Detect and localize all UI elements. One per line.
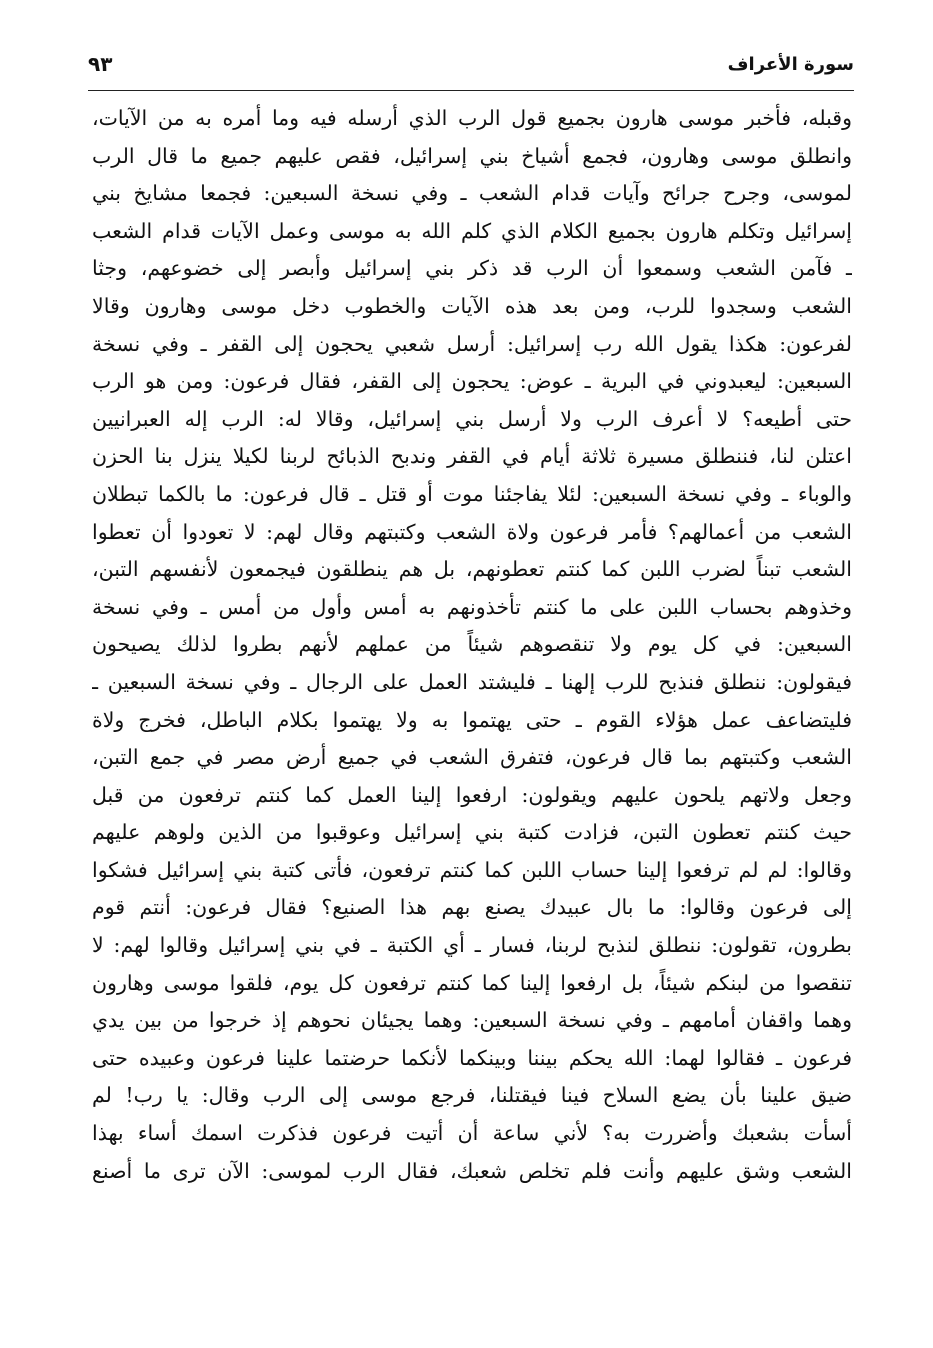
text-line: تنقصوا من لبنكم شيئاً، بل ارفعوا إلينا كما كنتم ترفعون كل يوم، فلقوا موسى وهارون bbox=[92, 970, 852, 995]
surah-title: سورة الأعراف bbox=[727, 54, 854, 75]
text-line: السبعين: ليعبدوني في البرية ـ عوض: يحجون إلى القفر، فقال فرعون: ومن هو الرب bbox=[92, 369, 852, 394]
text-line: وهما واقفان أمامهم ـ وفي نسخة السبعين: وهما يجيئان نحوهم إذ خرجوا من بين يدي bbox=[92, 1008, 852, 1033]
body-text bbox=[92, 100, 852, 1190]
text-line: الشعب من أعمالهم؟ فأمر فرعون ولاة الشعب وكتبتهم وقال لهم: لا تعودوا أن تعطوا bbox=[92, 519, 852, 544]
text-line: لفرعون: هكذا يقول الله رب إسرائيل: أرسل شعبي يحجون إلى القفر ـ وفي نسخة bbox=[92, 331, 852, 356]
text-line: إلى فرعون وقالوا: ما بال عبيدك يصنع بهم هذا الصنيع؟ فقال فرعون: أنتم قوم bbox=[92, 895, 852, 920]
page-number: ٩٣ bbox=[88, 52, 113, 76]
text-line: وانطلق موسى وهارون، فجمع أشياخ بني إسرائيل، فقص عليهم جميع ما قال الرب bbox=[92, 143, 852, 168]
text-line: حيث كنتم تعطون التبن، فزادت كتبة بني إسرائيل وعوقبوا من الذين ولوهم عليهم bbox=[92, 820, 852, 845]
text-line: اعتلن لنا، فننطلق مسيرة ثلاثة أيام في القفر وندبح الذبائح لربنا لكيلا ينزل بنا الحزن bbox=[92, 444, 852, 469]
text-line: الشعب وسجدوا للرب، ومن بعد هذه الآيات والخطوب دخل موسى وهارون وقالا bbox=[92, 293, 852, 318]
text-line: الشعب وكتبتهم بما قال فرعون، فتفرق الشعب في جميع أرض مصر في جمع التبن، bbox=[92, 745, 852, 770]
text-line: بطرون، تقولون: ننطلق لنذبح لربنا، فسار ـ أي الكتبة ـ في بني إسرائيل وقالوا لهم: لا bbox=[92, 933, 852, 958]
text-line: الشعب تبناً لضرب اللبن كما كنتم تعطونهم، بل هم ينطلقون فيجمعون لأنفسهم التبن، bbox=[92, 557, 852, 582]
text-line: الشعب وشق عليهم وأنت فلم تخلص شعبك، فقال الرب لموسى: الآن ترى ما أصنع bbox=[92, 1158, 852, 1183]
text-line: ضيق علينا بأن يضع السلاح فينا فيقتلنا، فرجع موسى إلى الرب وقال: يا رب! لم bbox=[92, 1083, 852, 1108]
text-line: فليتضاعف عمل هؤلاء القوم ـ حتى يهتموا به ولا يهتموا بكلام الباطل، فخرج ولاة bbox=[92, 707, 852, 732]
text-line: فرعون ـ فقالوا لهما: الله يحكم بيننا وبينكما لأنكما حرضتما علينا فرعون وعبيده حتى bbox=[92, 1045, 852, 1070]
text-line: إسرائيل وتكلم هارون بجميع الكلام الذي كلم الله به موسى وعمل الآيات قدام الشعب bbox=[92, 218, 852, 243]
text-line: وقالوا: لم لم ترفعوا إلينا حساب اللبن كما كنتم ترفعون، فأتى كتبة بني إسرائيل فشكوا bbox=[92, 857, 852, 882]
text-line: السبعين: في كل يوم ولا تنقصوهم شيئاً من عملهم لأنهم بطروا لذلك يصيحون bbox=[92, 632, 852, 657]
header-divider bbox=[88, 90, 854, 91]
text-line: وخذوهم بحساب اللبن على ما كنتم تأخذونهم به أمس وأول من أمس ـ وفي نسخة bbox=[92, 594, 852, 619]
page-header bbox=[88, 50, 854, 84]
text-line: وجعل ولاتهم يلحون عليهم ويقولون: ارفعوا إلينا العمل كما كنتم ترفعون من قبل bbox=[92, 782, 852, 807]
text-line: ـ فآمن الشعب وسمعوا أن الرب قد ذكر بني إسرائيل وأبصر إلى خضوعهم، وجثا bbox=[92, 256, 852, 281]
text-line: لموسى، وجرح جرائح وآيات قدام الشعب ـ وفي نسخة السبعين: فجمعا مشايخ بني bbox=[92, 181, 852, 206]
text-line: حتى أطيعه؟ لا أعرف الرب ولا أرسل بني إسرائيل، وقالا له: الرب إله العبرانيين bbox=[92, 406, 852, 431]
text-line: أسأت بشعبك وأضررت به؟ لأني ساعة أن أتيت فرعون فذكرت اسمك أساء بهذا bbox=[92, 1121, 852, 1146]
text-line: فيقولون: ننطلق فنذبح للرب إلهنا ـ فليشتد العمل على الرجال ـ وفي نسخة السبعين ـ bbox=[92, 669, 852, 694]
text-line: والوباء ـ وفي نسخة السبعين: لئلا يفاجئنا موت أو قتل ـ قال فرعون: ما بالكما تبطلان bbox=[92, 481, 852, 506]
text-line: وقبله، فأخبر موسى هارون بجميع قول الرب الذي أرسله فيه وما أمره به من الآيات، bbox=[92, 106, 852, 130]
